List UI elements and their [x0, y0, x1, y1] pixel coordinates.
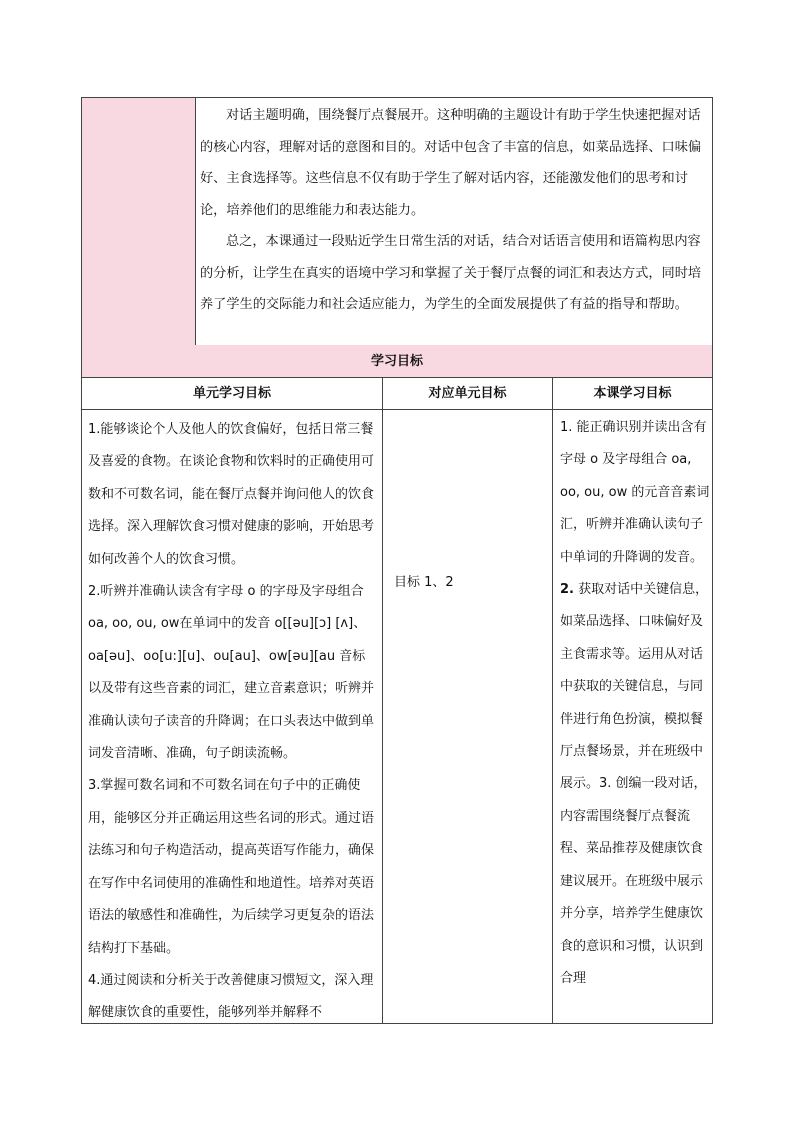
section-title: 学习目标 — [81, 345, 713, 378]
lesson-goal-1: 1. 能正确识别并读出含有字母 o 及字母组合 oa, oo, ou, ow 的元音音素词汇，听辨并准确认读句子中单词的升降调的发音。 — [560, 420, 710, 565]
mapped-goals-cell — [382, 410, 553, 1024]
analysis-row-label-cell — [82, 98, 196, 345]
lesson-goal-2-number: 2. — [560, 582, 574, 598]
lesson-goals-cell — [552, 410, 713, 1024]
analysis-paragraph-1: 对话主题明确，围绕餐厅点餐展开。这种明确的主题设计有助于学生快速把握对话的核心内容，理解对话的意图和目的。对话中包含了丰富的信息，如菜品选择、口味偏好、主食选择等。这些信息不仅有助于学生了解对话内容，还能激发他们的思考和讨论，培养他们的思维能力和表达能力。 — [200, 108, 702, 218]
header-unit-goals: 单元学习目标 — [81, 378, 383, 410]
mapped-goals-text: 目标 1、2 — [394, 575, 454, 590]
lesson-goal-2-text: 获取对话中关键信息，如菜品选择、口味偏好及主食需求等。运用从对话中获取的关键信息，与同伴进行角色扮演，模拟餐厅点餐场景，并在班级中展示。3. 创编一段对话，内容需围绕餐厅点餐流程、菜品推荐及健康饮食建议展开。在班级中展示并分享，培养学生健康饮食的意识和习惯，认识到合理 — [560, 582, 709, 986]
header-lesson-goals: 本课学习目标 — [552, 378, 713, 410]
analysis-row — [81, 97, 713, 346]
lesson-goal-2 — [560, 574, 710, 995]
analysis-paragraph-2: 总之，本课通过一段贴近学生日常生活的对话，结合对话语言使用和语篇构思内容的分析，让学生在真实的语境中学习和掌握了关于餐厅点餐的词汇和表达方式，同时培养了学生的交际能力和社会适应能力，为学生的全面发展提供了有益的指导和帮助。 — [200, 234, 702, 312]
unit-goal-1: 1.能够谈论个人及他人的饮食偏好，包括日常三餐及喜爱的食物。在谈论食物和饮料时的正确使用可数和不可数名词，能在餐厅点餐并询问他人的饮食选择。深入理解饮食习惯对健康的影响，开始思考如何改善个人的饮食习惯。 — [88, 422, 375, 567]
header-mapped-goals: 对应单元目标 — [382, 378, 553, 410]
unit-goal-2: 2.听辨并准确认读含有字母 o 的字母及字母组合oa, oo, ou, ow在单词中的发音 o[[əu][ɔ] [ʌ]、oa[əu]、oo[u:][u]、ou[au]、ow[əu][au 音标以及带有这些音素的词汇，建立音素意识；听辨并准确认读句子读音的升降调；在口头表达中做到单词发音清晰、准确，句子朗读流畅。 — [88, 584, 375, 762]
unit-goal-3: 3.掌握可数名词和不可数名词在句子中的正确使用，能够区分并正确运用这些名词的形式。通过语法练习和句子构造活动，提高英语写作能力，确保在写作中名词使用的准确性和地道性。培养对英语语法的敏感性和准确性，为后续学习更复杂的语法结构打下基础。 — [88, 778, 375, 956]
unit-goal-4: 4.通过阅读和分析关于改善健康习惯短文，深入理解健康饮食的重要性，能够列举并解释不 — [88, 972, 374, 1021]
unit-goals-cell — [81, 410, 383, 1024]
analysis-text-cell — [200, 100, 706, 321]
